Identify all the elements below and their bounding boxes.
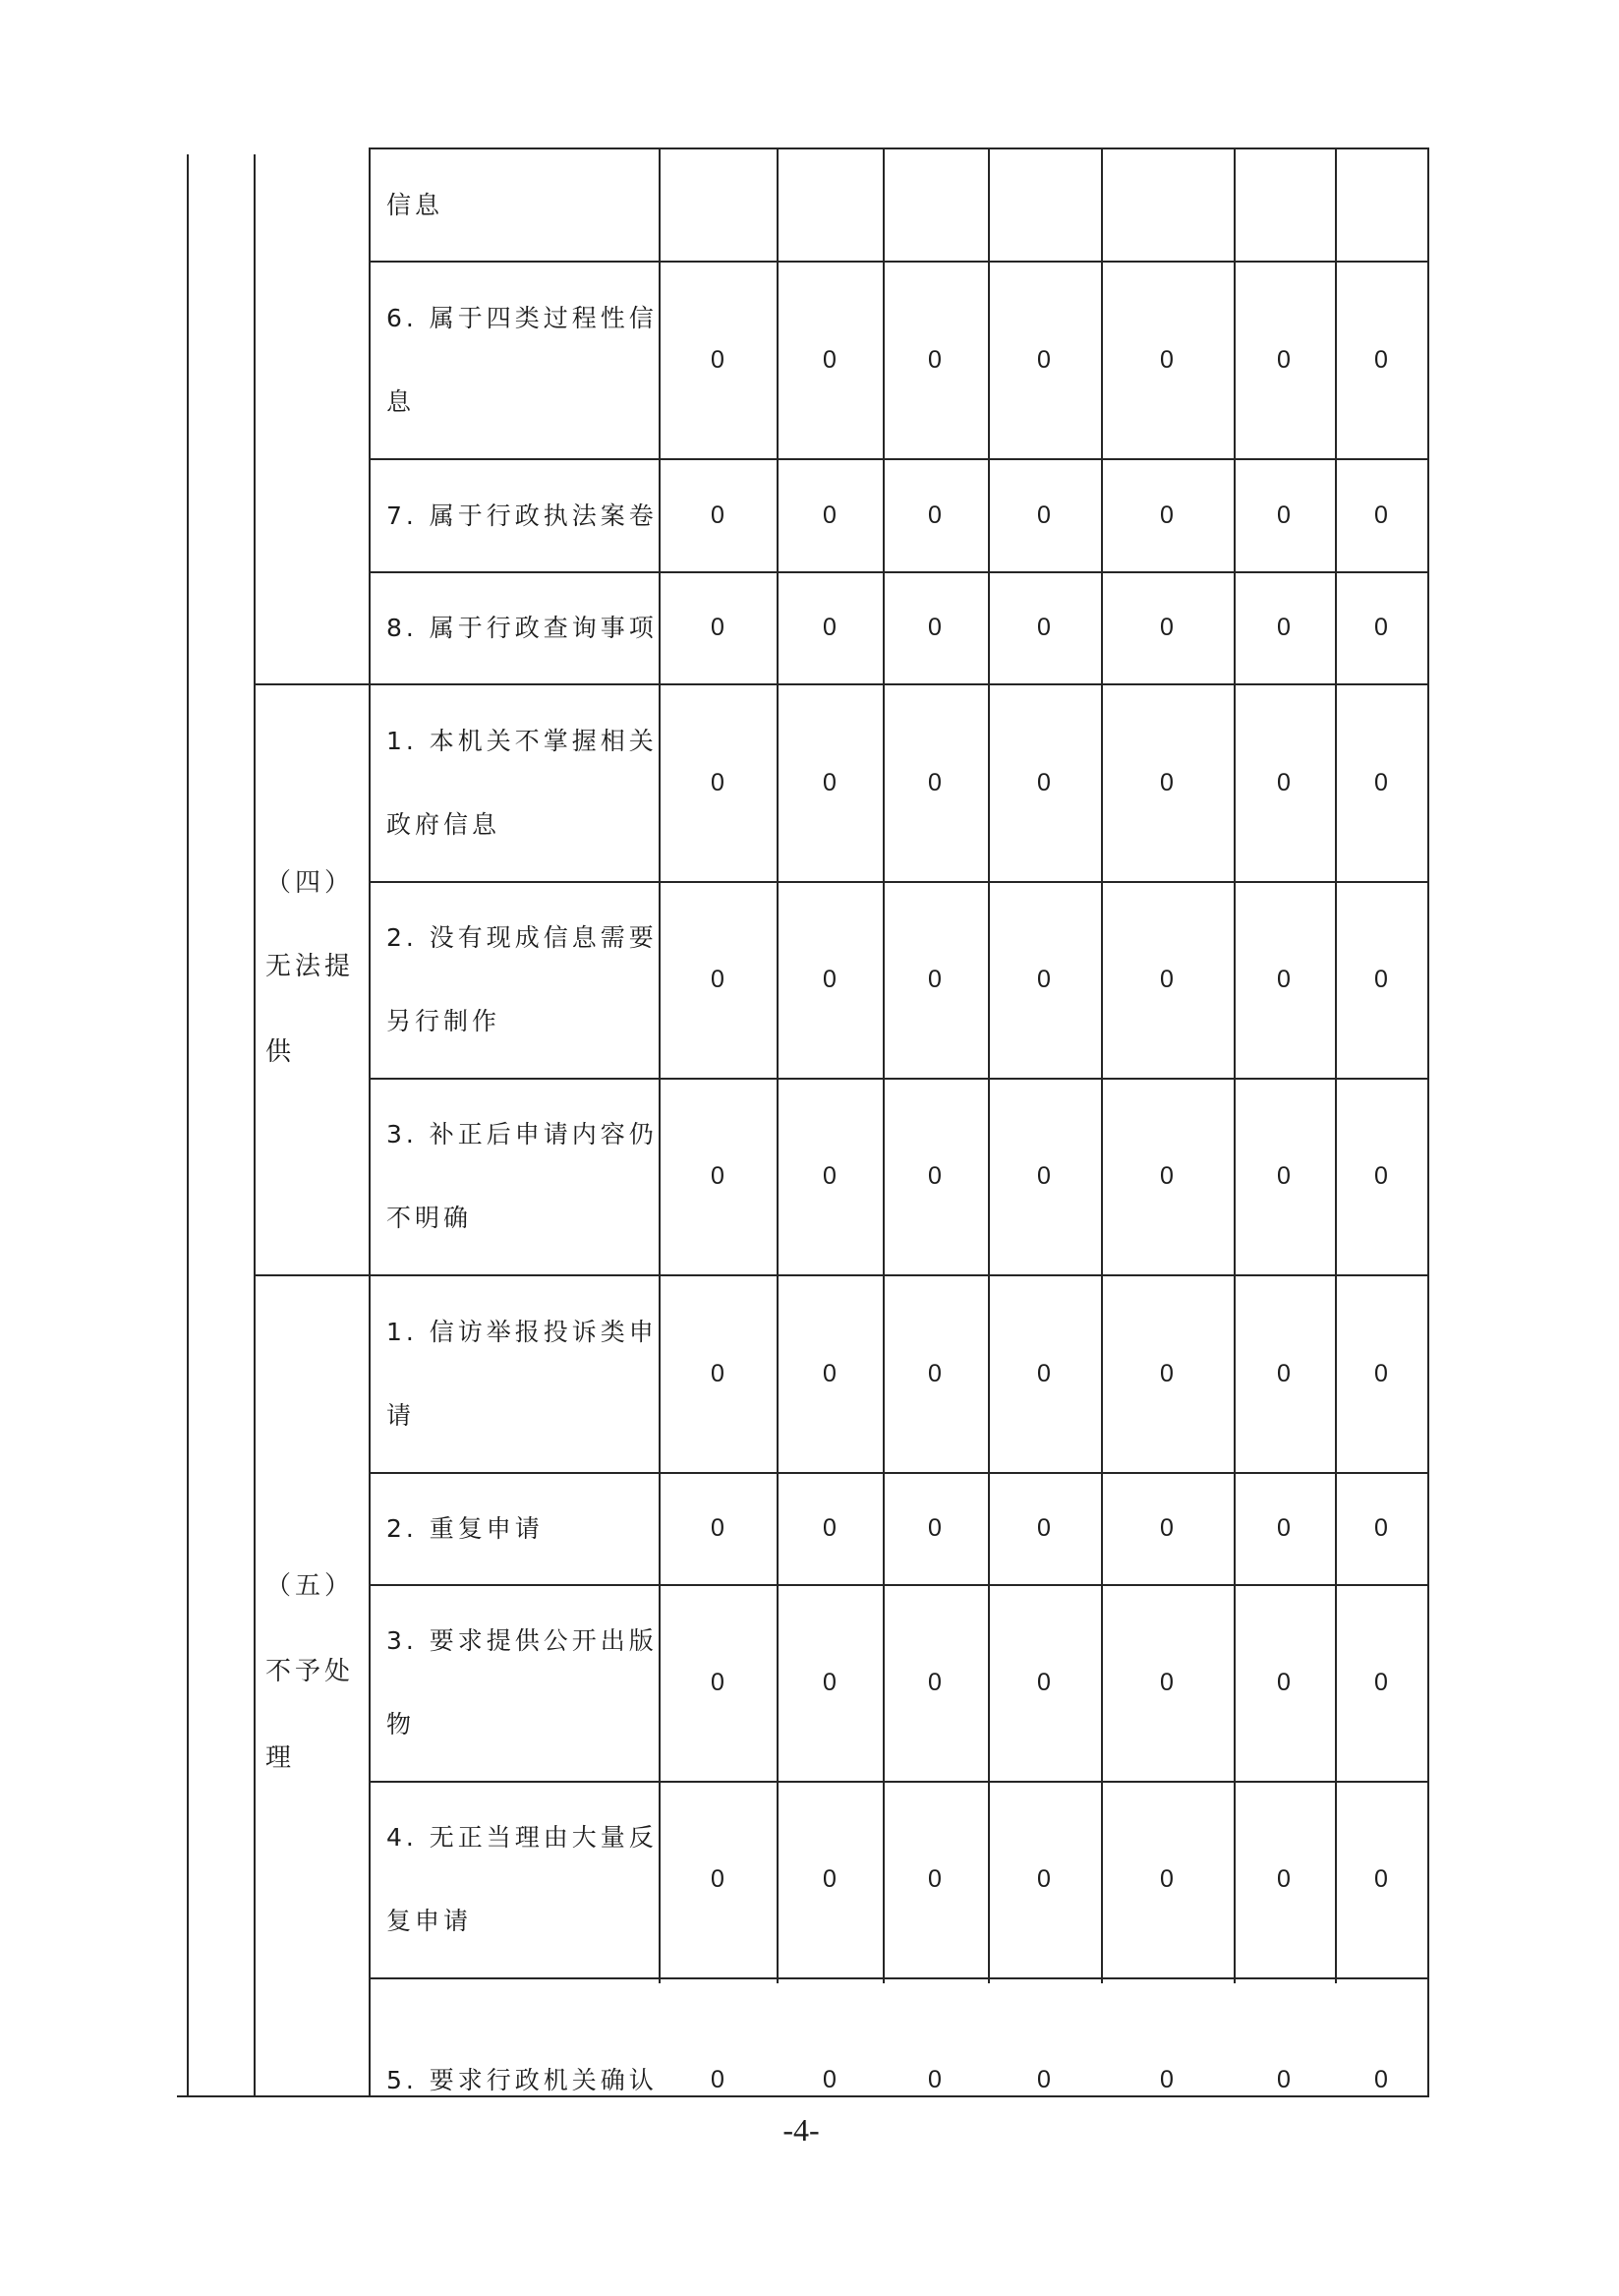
value-cell: 0 [1374, 2066, 1388, 2093]
value-cell: 0 [823, 1162, 837, 1190]
table-row-divider [369, 1781, 1429, 1783]
value-cell: 0 [823, 1669, 837, 1696]
value-cell: 0 [928, 1865, 942, 1893]
value-cell: 0 [711, 768, 724, 796]
table-line-label-column [369, 147, 371, 2096]
value-cell: 0 [823, 345, 837, 374]
value-cell: 0 [711, 345, 724, 374]
value-cell: 0 [711, 614, 724, 641]
value-cell: 0 [1160, 1669, 1174, 1696]
value-cell: 0 [1160, 768, 1174, 796]
value-cell: 0 [1037, 614, 1051, 641]
table-line-value-column-1 [659, 147, 661, 1983]
table-line-value-column-4 [988, 147, 990, 1983]
value-cell: 0 [1037, 1865, 1051, 1893]
value-cell: 0 [1160, 1359, 1174, 1387]
value-cell: 0 [1374, 614, 1388, 641]
value-cell: 0 [1160, 345, 1174, 374]
table-row-divider [369, 571, 1429, 573]
value-cell: 0 [1374, 1359, 1388, 1387]
table-line-value-column-7 [1335, 147, 1337, 1983]
row-label: 5. 要求行政机关确认 [386, 2066, 658, 2094]
table-line-top [369, 147, 1429, 149]
table-group-divider [254, 683, 1429, 685]
table-row-divider [369, 261, 1429, 263]
row-label-continued: 另行制作 [386, 1007, 501, 1035]
value-cell: 0 [711, 1514, 724, 1542]
row-label: 3. 要求提供公开出版 [386, 1626, 658, 1655]
value-cell: 0 [1374, 500, 1388, 529]
row-label: 2. 没有现成信息需要 [386, 923, 658, 952]
table-row-divider [369, 881, 1429, 883]
table-line-value-column-6 [1234, 147, 1236, 1983]
value-cell: 0 [711, 1162, 724, 1190]
value-cell: 0 [711, 1865, 724, 1893]
value-cell: 0 [823, 614, 837, 641]
row-label: 信息 [386, 190, 444, 219]
value-cell: 0 [823, 768, 837, 796]
value-cell: 0 [1277, 966, 1291, 993]
value-cell: 0 [1037, 1669, 1051, 1696]
value-cell: 0 [928, 966, 942, 993]
table-line-value-column-3 [883, 147, 885, 1983]
row-label-continued: 息 [386, 386, 416, 416]
value-cell: 0 [1374, 345, 1388, 374]
value-cell: 0 [1277, 614, 1291, 641]
value-cell: 0 [1277, 1162, 1291, 1190]
value-cell: 0 [928, 1669, 942, 1696]
row-label-continued: 不明确 [386, 1204, 473, 1232]
value-cell: 0 [1037, 500, 1051, 529]
row-label: 8. 属于行政查询事项 [386, 614, 658, 642]
value-cell: 0 [711, 2066, 724, 2093]
value-cell: 0 [1374, 1162, 1388, 1190]
table-border-left [187, 154, 189, 2096]
page-number: -4- [782, 2112, 820, 2148]
table-row-divider [369, 458, 1429, 460]
value-cell: 0 [1160, 2066, 1174, 2093]
value-cell: 0 [1160, 1865, 1174, 1893]
value-cell: 0 [928, 345, 942, 374]
value-cell: 0 [1037, 345, 1051, 374]
table-row-divider [369, 1977, 1429, 1979]
value-cell: 0 [928, 500, 942, 529]
value-cell: 0 [928, 768, 942, 796]
value-cell: 0 [1160, 614, 1174, 641]
value-cell: 0 [1277, 768, 1291, 796]
value-cell: 0 [711, 966, 724, 993]
value-cell: 0 [1160, 1162, 1174, 1190]
value-cell: 0 [928, 614, 942, 641]
value-cell: 0 [1037, 966, 1051, 993]
table-line-value-column-5 [1101, 147, 1103, 1983]
value-cell: 0 [1277, 1865, 1291, 1893]
table-line-bottom [177, 2095, 1429, 2097]
value-cell: 0 [1374, 966, 1388, 993]
value-cell: 0 [1037, 1514, 1051, 1542]
value-cell: 0 [711, 1669, 724, 1696]
value-cell: 0 [928, 1514, 942, 1542]
row-label: 2. 重复申请 [386, 1514, 544, 1543]
row-label: 1. 本机关不掌握相关 [386, 726, 658, 755]
value-cell: 0 [928, 1162, 942, 1190]
table-row-divider [369, 1584, 1429, 1586]
value-cell: 0 [823, 1514, 837, 1542]
table-row-divider [369, 1078, 1429, 1080]
row-label-continued: 政府信息 [386, 809, 501, 839]
value-cell: 0 [823, 1359, 837, 1387]
row-label: 6. 属于四类过程性信 [386, 303, 658, 332]
value-cell: 0 [711, 500, 724, 529]
value-cell: 0 [1037, 1359, 1051, 1387]
value-cell: 0 [1277, 345, 1291, 374]
table-group-divider [254, 1274, 1429, 1276]
table-border-right [1427, 147, 1429, 2096]
value-cell: 0 [928, 1359, 942, 1387]
value-cell: 0 [823, 500, 837, 529]
value-cell: 0 [1374, 1669, 1388, 1696]
value-cell: 0 [1037, 2066, 1051, 2093]
row-label-continued: 物 [386, 1710, 416, 1738]
value-cell: 0 [823, 1865, 837, 1893]
value-cell: 0 [711, 1359, 724, 1387]
value-cell: 0 [1374, 1865, 1388, 1893]
row-label: 1. 信访举报投诉类申 [386, 1317, 658, 1346]
value-cell: 0 [823, 2066, 837, 2093]
value-cell: 0 [1277, 1359, 1291, 1387]
value-cell: 0 [1160, 1514, 1174, 1542]
value-cell: 0 [1160, 500, 1174, 529]
table-line-value-column-2 [777, 147, 779, 1983]
row-label-continued: 请 [386, 1400, 416, 1430]
row-label-continued: 复申请 [386, 1907, 473, 1935]
value-cell: 0 [1374, 1514, 1388, 1542]
value-cell: 0 [1374, 768, 1388, 796]
table-line-group-column [254, 154, 256, 2096]
value-cell: 0 [928, 2066, 942, 2093]
value-cell: 0 [1277, 500, 1291, 529]
row-label: 7. 属于行政执法案卷 [386, 500, 658, 530]
value-cell: 0 [1277, 1669, 1291, 1696]
row-label: 4. 无正当理由大量反 [386, 1823, 658, 1852]
value-cell: 0 [1037, 1162, 1051, 1190]
value-cell: 0 [1277, 1514, 1291, 1542]
value-cell: 0 [1160, 966, 1174, 993]
value-cell: 0 [1277, 2066, 1291, 2093]
table-row-divider [369, 1472, 1429, 1474]
value-cell: 0 [1037, 768, 1051, 796]
value-cell: 0 [823, 966, 837, 993]
row-label: 3. 补正后申请内容仍 [386, 1120, 658, 1148]
